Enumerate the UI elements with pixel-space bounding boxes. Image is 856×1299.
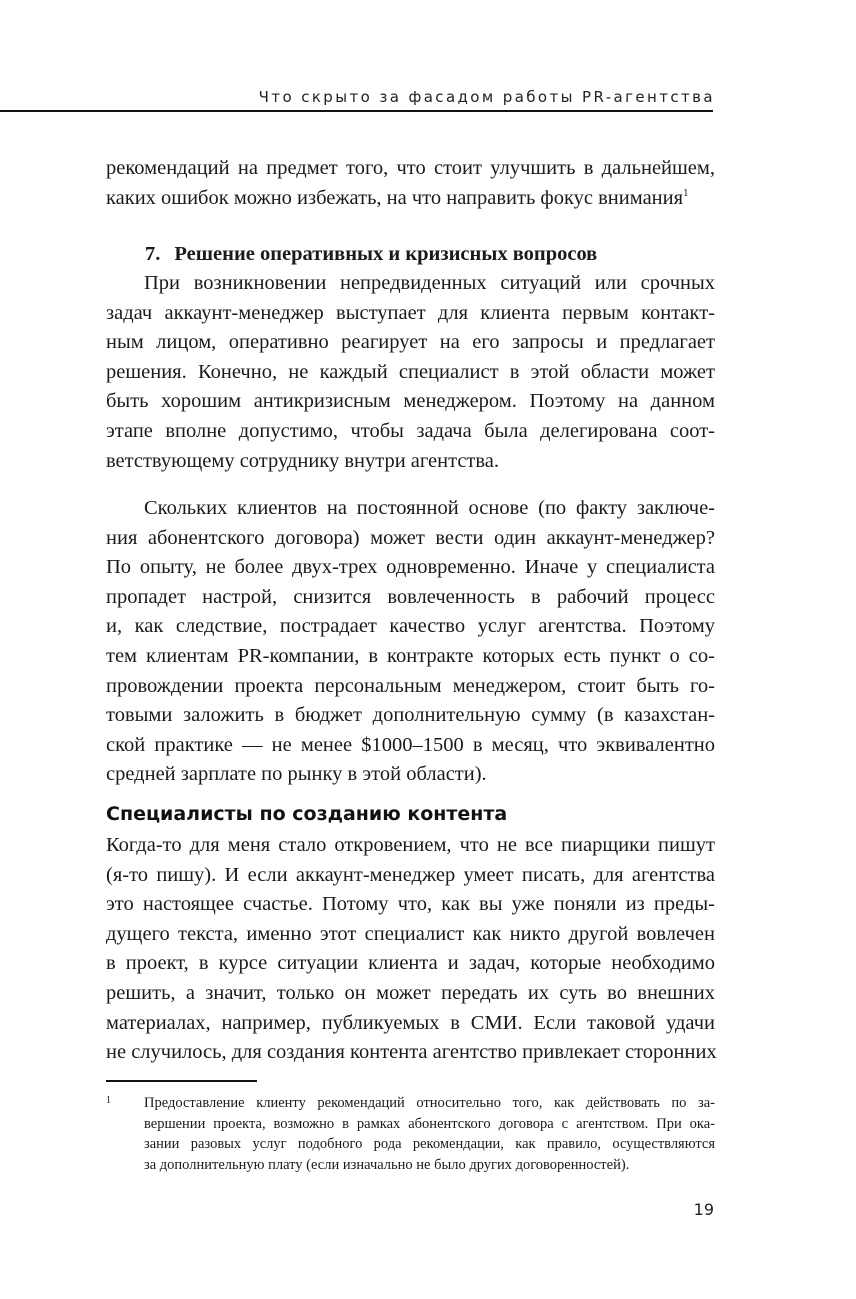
footnote [106,1093,715,1175]
item-7-heading [145,240,597,270]
item-7-line: решения. Конечно, не каждый специалист в этой области может [106,360,715,383]
footnote-rule [106,1080,257,1082]
clients-paragraph [106,494,715,790]
item-7-number: 7. [145,243,161,265]
footnote-mark: 1 [106,1095,111,1106]
content-line: (я-то пишу). И если аккаунт-менеджер умеет писать, для агентства [106,863,715,886]
clients-line: По опыту, не более двух-трех одновременно. Иначе у специалиста [106,556,715,579]
content-line: дущего текста, именно этот специалист как никто другой вовлечен [106,922,715,945]
content-line: это настоящее счастье. Потому что, как вы уже поняли из преды- [106,893,715,916]
clients-line: пропадет настрой, снизится вовлеченность в рабочий процесс [106,585,715,608]
clients-line: ния абонентского договора) может вести один аккаунт-менеджер? [106,526,715,549]
item-7-line: этапе вполне допустимо, чтобы задача была делегирована соот- [106,419,715,442]
clients-line: Скольких клиентов на постоянной основе (по факту заключе- [144,497,715,519]
item-7-line: ветствующему сотруднику внутри агентства. [106,449,500,472]
intro-line-2 [106,184,715,214]
header-rule [0,110,713,112]
intro-line-2-text: каких ошибок можно избежать, на что направить фокус внимания [106,186,684,209]
content-line: материалах, например, публикуемых в СМИ. Если таковой удачи [106,1011,715,1034]
clients-line: товыми заложить в бюджет дополнительную сумму (в казахстан- [106,704,715,727]
section-heading-content-specialists: Специалисты по созданию контента [106,803,508,825]
page-number: 19 [693,1200,714,1219]
footnote-reference: 1 [683,186,689,199]
intro-line-1: рекомендаций на предмет того, что стоит улучшить в дальнейшем, [106,157,715,179]
footnote-text [144,1093,715,1175]
item-7-paragraph [106,269,715,476]
content-section-paragraph [106,831,715,1068]
content-line: не случилось, для создания контента агентство привлекает сторонних [106,1041,717,1064]
clients-line: и, как следствие, пострадает качество услуг агентства. Поэтому [106,615,715,638]
content-line: решить, а значит, только он может передать их суть во внешних [106,981,715,1004]
content-line: Когда-то для меня стало откровением, что не все пиарщики пишут [106,834,715,856]
item-7-line: При возникновении непредвиденных ситуаций или срочных [144,272,715,294]
footnote-line: зании разовых услуг подобного рода рекомендации, как правило, осуществляются [144,1136,715,1152]
item-7-line: задач аккаунт-менеджер выступает для клиента первым контакт- [106,301,715,324]
intro-paragraph [106,154,715,213]
footnote-line: вершении проекта, возможно в рамках абонентского договора с агентством. При ока- [144,1115,715,1132]
running-header-title: Что скрыто за фасадом работы PR-агентства [258,88,715,106]
footnote-line: Предоставление клиенту рекомендаций относительно того, как действовать по за- [144,1095,715,1111]
clients-line: тем клиентам PR-компании, в контракте которых есть пункт о со- [106,644,715,667]
clients-line: ской практике — не менее $1000–1500 в месяц, что эквивалентно [106,733,715,756]
clients-line: средней зарплате по рынку в этой области). [106,763,487,786]
item-7-title: Решение оперативных и кризисных вопросов [174,243,598,265]
content-line: в проект, в курсе ситуации клиента и задач, которые необходимо [106,952,715,975]
item-7-line: ным лицом, оперативно реагирует на его запросы и предлагает [106,331,715,354]
clients-line: провождении проекта персональным менеджером, стоит быть го- [106,674,715,697]
footnote-line: за дополнительную плату (если изначально не было других договоренностей). [144,1156,630,1173]
item-7-line: быть хорошим антикризисным менеджером. Поэтому на данном [106,390,715,413]
